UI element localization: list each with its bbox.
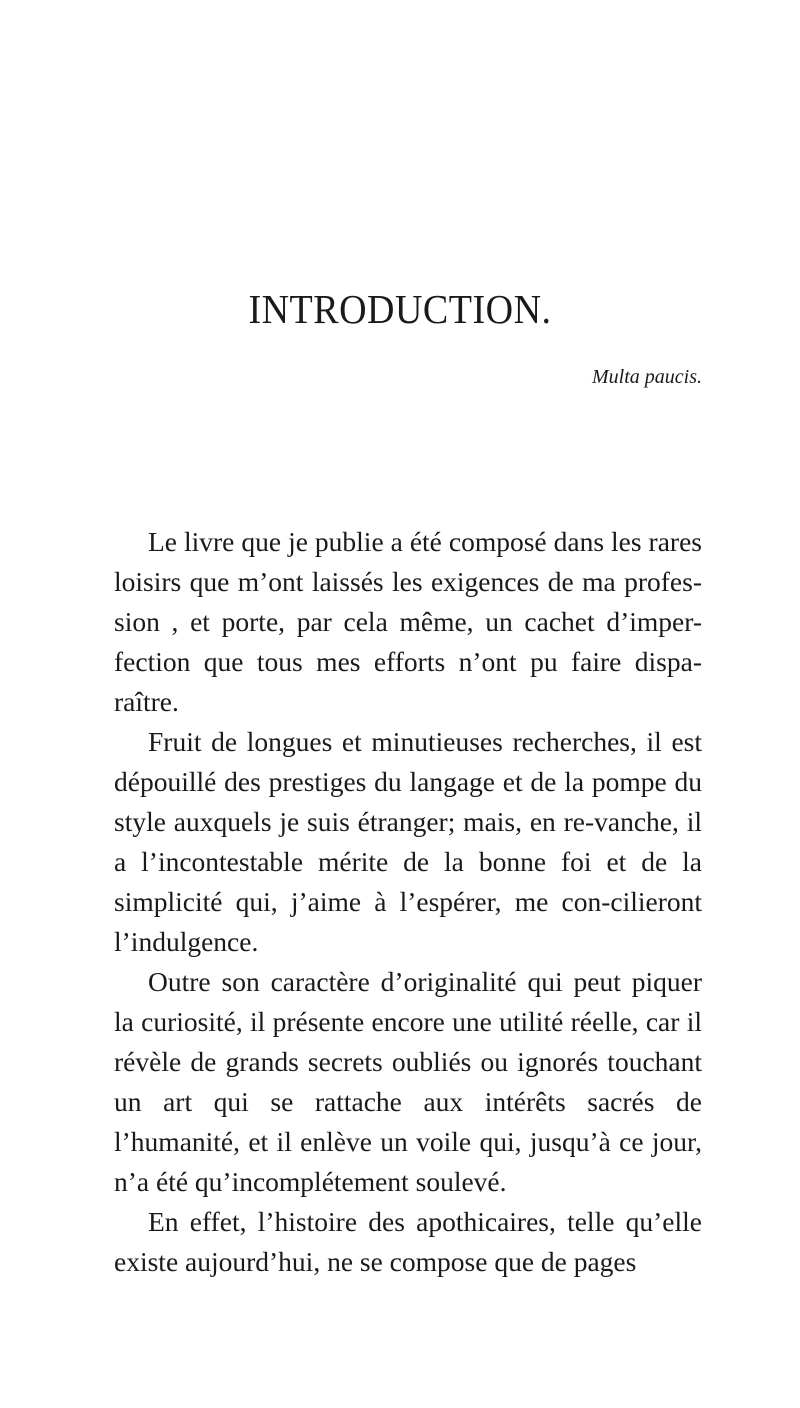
paragraph-4: En effet, l’histoire des apothicaires, telle qu’elle existe aujourd’hui, ne se compose que de pages bbox=[114, 1206, 702, 1277]
paragraph-3: Outre son caractère d’originalité qui peut piquer la curiosité, il présente encore une utilité réelle, car il révèle de grands secrets oubliés ou ignorés touchant un art qui se rattache aux intérêts sacrés de l’humanité, et il enlève un voile qui, jusqu’à ce jour, n’a été qu’incomplétement soulevé. bbox=[114, 966, 702, 1197]
paragraph-2: Fruit de longues et minutieuses recherches, il est dépouillé des prestiges du langage et de la pompe du style auxquels je suis étranger; mais, en re-vanche, il a l’incontestable mérite de la bonne foi et de la simplicité qui, j’aime à l’espérer, me con-cilieront l’indulgence. bbox=[114, 726, 702, 957]
paragraph-1: Le livre que je publie a été composé dans les rares loisirs que m’ont laissés les exigences de ma profes-sion , et porte, par cela même, un cachet d’imper-fection que tous mes efforts n’ont pu faire dispa-raître. bbox=[114, 526, 702, 717]
chapter-title: INTRODUCTION. bbox=[248, 287, 552, 333]
epigraph: Multa paucis. bbox=[592, 366, 702, 388]
body-text bbox=[114, 522, 702, 1282]
